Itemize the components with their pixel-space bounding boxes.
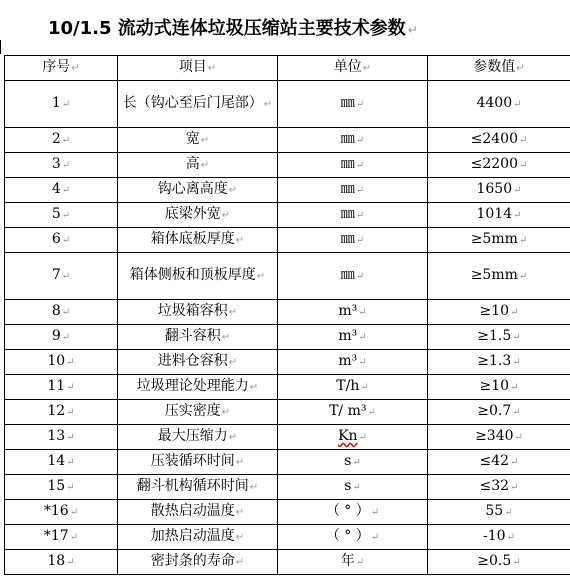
unit-cell: Kn↵ xyxy=(278,425,428,450)
row-number-cell: 7↵ xyxy=(5,253,118,300)
row-number-cell: 13↵ xyxy=(5,425,118,450)
value-cell: ≥0.5↵ xyxy=(428,550,570,575)
row-number-cell: 2↵ xyxy=(5,128,118,153)
value-cell: ≥340↵ xyxy=(428,425,570,450)
value-cell: ≥10↵ xyxy=(428,300,570,325)
header-cell: 序号↵ xyxy=(5,56,118,81)
table-row xyxy=(5,228,570,253)
value-cell: ≤2400↵ xyxy=(428,128,570,153)
row-number-cell: 9↵ xyxy=(5,325,118,350)
table-row xyxy=(5,500,570,525)
unit-cell: s↵ xyxy=(278,475,428,500)
item-cell: 压装循环时间↵ xyxy=(118,450,278,475)
row-number-cell: 3↵ xyxy=(5,153,118,178)
unit-cell: ㎜↵ xyxy=(278,253,428,300)
unit-cell: m³↵ xyxy=(278,350,428,375)
item-cell: 高↵ xyxy=(118,153,278,178)
row-number-cell: 10↵ xyxy=(5,350,118,375)
title-text: 10/1.5 流动式连体垃圾压缩站主要技术参数 xyxy=(48,18,406,39)
value-cell: 4400↵ xyxy=(428,81,570,128)
item-cell: 底梁外宽↵ xyxy=(118,203,278,228)
item-cell: 密封条的寿命↵ xyxy=(118,550,278,575)
header-cell: 项目↵ xyxy=(118,56,278,81)
table-row xyxy=(5,525,570,550)
item-cell: 箱体底板厚度↵ xyxy=(118,228,278,253)
value-cell: 55↵ xyxy=(428,500,570,525)
item-cell: 加热启动温度↵ xyxy=(118,525,278,550)
value-cell: ≥5mm↵ xyxy=(428,253,570,300)
table-header xyxy=(5,56,570,81)
item-cell: 钩心离高度↵ xyxy=(118,178,278,203)
unit-cell: m³↵ xyxy=(278,325,428,350)
unit-cell: ㎜↵ xyxy=(278,153,428,178)
row-number-cell: *17↵ xyxy=(5,525,118,550)
unit-cell: ㎜↵ xyxy=(278,228,428,253)
unit-cell: ㎜↵ xyxy=(278,178,428,203)
value-cell: ≥1.5↵ xyxy=(428,325,570,350)
table-row xyxy=(5,300,570,325)
value-cell: -10↵ xyxy=(428,525,570,550)
table-row xyxy=(5,153,570,178)
item-cell: 垃圾理论处理能力↵ xyxy=(118,375,278,400)
header-row xyxy=(5,56,570,81)
table-row xyxy=(5,325,570,350)
item-cell: 进料仓容积↵ xyxy=(118,350,278,375)
table-row xyxy=(5,203,570,228)
unit-cell: T/h↵ xyxy=(278,375,428,400)
item-cell: 散热启动温度↵ xyxy=(118,500,278,525)
left-margin-mark xyxy=(0,40,1,54)
item-cell: 最大压缩力↵ xyxy=(118,425,278,450)
parameter-table xyxy=(4,55,570,575)
value-cell: ≤32↵ xyxy=(428,475,570,500)
unit-cell: m³↵ xyxy=(278,300,428,325)
item-cell: 垃圾箱容积↵ xyxy=(118,300,278,325)
row-number-cell: 6↵ xyxy=(5,228,118,253)
unit-cell: ㎜↵ xyxy=(278,81,428,128)
table-body xyxy=(5,81,570,575)
row-number-cell: 5↵ xyxy=(5,203,118,228)
table-row xyxy=(5,128,570,153)
item-cell: 翻斗机构循环时间↵ xyxy=(118,475,278,500)
row-number-cell: 18↵ xyxy=(5,550,118,575)
table-row xyxy=(5,350,570,375)
table-row xyxy=(5,425,570,450)
item-cell: 宽↵ xyxy=(118,128,278,153)
value-cell: ≥1.3↵ xyxy=(428,350,570,375)
row-number-cell: 4↵ xyxy=(5,178,118,203)
unit-cell: ㎜↵ xyxy=(278,128,428,153)
unit-cell: s↵ xyxy=(278,450,428,475)
value-cell: ≤2200↵ xyxy=(428,153,570,178)
table-row xyxy=(5,550,570,575)
value-cell: 1650↵ xyxy=(428,178,570,203)
table-row xyxy=(5,400,570,425)
item-cell: 箱体侧板和顶板厚度↵ xyxy=(118,253,278,300)
row-number-cell: 12↵ xyxy=(5,400,118,425)
row-number-cell: *16↵ xyxy=(5,500,118,525)
row-number-cell: 8↵ xyxy=(5,300,118,325)
value-cell: ≤42↵ xyxy=(428,450,570,475)
unit-cell: ㎜↵ xyxy=(278,203,428,228)
item-cell: 长（钩心至后门尾部）↵ xyxy=(118,81,278,128)
header-cell: 单位↵ xyxy=(278,56,428,81)
table-row xyxy=(5,81,570,128)
paragraph-mark: ↵ xyxy=(407,23,418,37)
row-number-cell: 14↵ xyxy=(5,450,118,475)
table-row xyxy=(5,178,570,203)
page-title xyxy=(48,14,418,40)
row-number-cell: 11↵ xyxy=(5,375,118,400)
row-number-cell: 15↵ xyxy=(5,475,118,500)
table-row xyxy=(5,475,570,500)
table-row xyxy=(5,375,570,400)
unit-cell: 年↵ xyxy=(278,550,428,575)
value-cell: ≥5mm↵ xyxy=(428,228,570,253)
item-cell: 翻斗容积↵ xyxy=(118,325,278,350)
table-row xyxy=(5,253,570,300)
unit-cell: （ ° ）↵ xyxy=(278,500,428,525)
value-cell: 1014↵ xyxy=(428,203,570,228)
value-cell: ≥10↵ xyxy=(428,375,570,400)
row-number-cell: 1↵ xyxy=(5,81,118,128)
unit-cell: T/ m³↵ xyxy=(278,400,428,425)
item-cell: 压实密度↵ xyxy=(118,400,278,425)
table-row xyxy=(5,450,570,475)
unit-cell: （ ° ）↵ xyxy=(278,525,428,550)
value-cell: ≥0.7↵ xyxy=(428,400,570,425)
header-cell: 参数值↵ xyxy=(428,56,570,81)
